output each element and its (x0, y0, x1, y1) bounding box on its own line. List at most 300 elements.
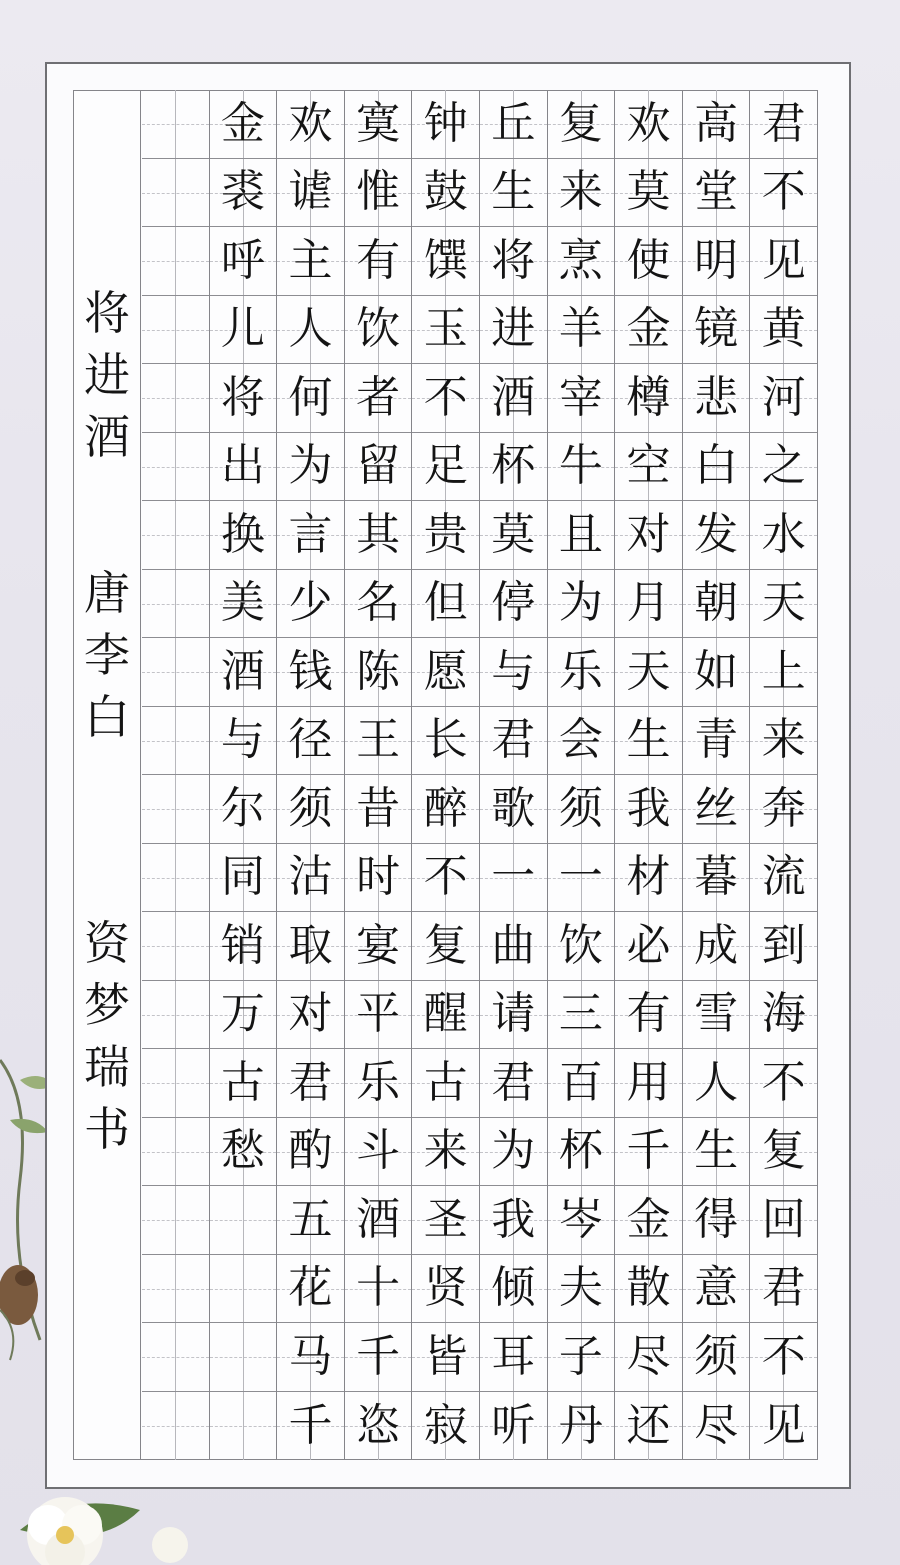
poem-char: 足 (423, 440, 468, 492)
grid-cell (480, 296, 547, 365)
poem-char: 一 (558, 851, 603, 903)
poem-char: 千 (288, 1399, 333, 1451)
grid-cell (480, 1049, 547, 1118)
grid-cell (683, 364, 750, 433)
poem-char: 出 (220, 440, 265, 492)
grid-cell (683, 638, 750, 707)
poem-char: 金 (626, 1193, 671, 1245)
poem-char: 千 (356, 1330, 401, 1382)
grid-cell (480, 159, 547, 228)
grid-cell (548, 501, 615, 570)
grid-cell (750, 912, 817, 981)
poem-char: 十 (356, 1262, 401, 1314)
grid-cell (345, 90, 412, 159)
grid-cell (615, 227, 682, 296)
poem-char: 馔 (423, 234, 468, 286)
grid-cell (615, 981, 682, 1050)
poem-char: 朝 (694, 577, 739, 629)
poem-char: 呼 (220, 234, 265, 286)
grid-cell (277, 1255, 344, 1324)
grid-cell (412, 159, 479, 228)
poem-char: 复 (423, 919, 468, 971)
poem-char: 乐 (356, 1056, 401, 1108)
grid-cell (210, 90, 277, 159)
grid-cell (142, 1392, 209, 1461)
poem-char: 留 (356, 440, 401, 492)
poem-char: 百 (558, 1056, 603, 1108)
poem-char: 美 (220, 577, 265, 629)
poem-char: 有 (356, 234, 401, 286)
grid-cell (480, 433, 547, 502)
grid-cell (142, 912, 209, 981)
poem-char: 岑 (558, 1193, 603, 1245)
poem-char: 杯 (558, 1125, 603, 1177)
grid-cell (683, 981, 750, 1050)
poem-char: 倾 (491, 1262, 536, 1314)
grid-cell (210, 227, 277, 296)
grid-cell (683, 296, 750, 365)
grid-cell (750, 364, 817, 433)
poem-char: 宴 (356, 919, 401, 971)
poem-char: 五 (288, 1193, 333, 1245)
grid-cell (480, 1392, 547, 1461)
grid-cell (412, 501, 479, 570)
poem-char: 花 (288, 1262, 333, 1314)
poem-char: 万 (220, 988, 265, 1040)
poem-char: 发 (694, 508, 739, 560)
grid-cell (210, 981, 277, 1050)
poem-char: 杯 (491, 440, 536, 492)
poem-char: 销 (220, 919, 265, 971)
grid-cell (345, 1255, 412, 1324)
grid-cell (548, 981, 615, 1050)
poem-char: 皆 (423, 1330, 468, 1382)
poem-char: 黄 (761, 303, 806, 355)
grid-cell (683, 159, 750, 228)
poem-char: 用 (626, 1056, 671, 1108)
poem-char: 不 (423, 851, 468, 903)
author-char: 唐 (84, 566, 130, 620)
grid-cell (480, 364, 547, 433)
grid-cell (345, 159, 412, 228)
grid-cell (683, 844, 750, 913)
grid-cell (345, 981, 412, 1050)
poem-char: 不 (761, 1056, 806, 1108)
poem-char: 名 (356, 577, 401, 629)
grid-cell (750, 981, 817, 1050)
poem-char: 天 (761, 577, 806, 629)
poem-char: 君 (761, 97, 806, 149)
poem-char: 陈 (356, 645, 401, 697)
poem-char: 君 (761, 1262, 806, 1314)
poem-char: 堂 (694, 166, 739, 218)
grid-cell (480, 775, 547, 844)
poem-char: 君 (491, 714, 536, 766)
poem-char: 人 (694, 1056, 739, 1108)
grid-cell (210, 433, 277, 502)
poem-char: 散 (626, 1262, 671, 1314)
grid-cell (345, 501, 412, 570)
poem-char: 停 (491, 577, 536, 629)
poem-char: 儿 (220, 303, 265, 355)
grid-cell (750, 1186, 817, 1255)
grid-cell (750, 227, 817, 296)
poem-char: 者 (356, 371, 401, 423)
grid-cell (615, 1255, 682, 1324)
grid-cell (480, 638, 547, 707)
grid-cell (548, 159, 615, 228)
grid-cell (548, 90, 615, 159)
poem-char: 河 (761, 371, 806, 423)
grid-cell (750, 638, 817, 707)
grid-cell (683, 1392, 750, 1461)
grid-cell (412, 1049, 479, 1118)
title-column (73, 90, 141, 1460)
grid-cell (345, 1049, 412, 1118)
poem-char: 与 (491, 645, 536, 697)
grid-cell (548, 1255, 615, 1324)
grid-cell (412, 1186, 479, 1255)
grid-cell (548, 1392, 615, 1461)
poem-char: 君 (491, 1056, 536, 1108)
poem-char: 明 (694, 234, 739, 286)
grid-cell (548, 707, 615, 776)
poem-char: 乐 (558, 645, 603, 697)
grid-cell (142, 1323, 209, 1392)
poem-char: 不 (423, 371, 468, 423)
grid-cell (345, 364, 412, 433)
poem-char: 来 (423, 1125, 468, 1177)
grid-cell (750, 1118, 817, 1187)
grid-cell (277, 1049, 344, 1118)
grid-cell (548, 775, 615, 844)
grid-cell (345, 707, 412, 776)
poem-char: 见 (761, 234, 806, 286)
grid-cell (615, 1392, 682, 1461)
author-char: 白 (84, 690, 130, 744)
poem-char: 羊 (558, 303, 603, 355)
poem-char: 惟 (356, 166, 401, 218)
grid-cell (210, 844, 277, 913)
grid-cell (480, 227, 547, 296)
poem-char: 醒 (423, 988, 468, 1040)
poem-char: 径 (288, 714, 333, 766)
grid-cell (142, 501, 209, 570)
poem-char: 但 (423, 577, 468, 629)
grid-cell (615, 775, 682, 844)
grid-cell (345, 433, 412, 502)
grid-cell (277, 1118, 344, 1187)
grid-cell (345, 1323, 412, 1392)
poem-char: 我 (491, 1193, 536, 1245)
poem-char: 莫 (491, 508, 536, 560)
poem-char: 时 (356, 851, 401, 903)
poem-char: 回 (761, 1193, 806, 1245)
grid-cell (412, 1118, 479, 1187)
grid-cell (210, 1049, 277, 1118)
poem-char: 言 (288, 508, 333, 560)
poem-char: 不 (761, 1330, 806, 1382)
grid-cell (683, 775, 750, 844)
grid-cell (412, 570, 479, 639)
grid-cell (277, 912, 344, 981)
grid-cell (142, 844, 209, 913)
grid-cell (412, 1255, 479, 1324)
poem-char: 愁 (220, 1125, 265, 1177)
poem-char: 复 (761, 1125, 806, 1177)
poem-char: 古 (220, 1056, 265, 1108)
grid-cell (480, 501, 547, 570)
poem-char: 古 (423, 1056, 468, 1108)
grid-cell (750, 1323, 817, 1392)
grid-cell (142, 1186, 209, 1255)
poem-char: 鼓 (423, 166, 468, 218)
signature-char: 瑞 (84, 1040, 130, 1094)
grid-cell (277, 433, 344, 502)
signature-char: 书 (84, 1102, 130, 1156)
poem-char: 得 (694, 1193, 739, 1245)
grid-cell (277, 707, 344, 776)
grid-cell (615, 1323, 682, 1392)
text-column (142, 90, 210, 1460)
grid-cell (750, 570, 817, 639)
title-char: 将 (84, 286, 130, 340)
poem-char: 贤 (423, 1262, 468, 1314)
grid-cell (615, 296, 682, 365)
grid-cell (750, 844, 817, 913)
grid-cell (480, 844, 547, 913)
text-column (277, 90, 345, 1460)
poem-char: 欢 (288, 97, 333, 149)
poem-char: 如 (694, 645, 739, 697)
poem-char: 丹 (558, 1399, 603, 1451)
author-char: 李 (84, 628, 130, 682)
grid-cell (142, 227, 209, 296)
poem-char: 尽 (626, 1330, 671, 1382)
poem-char: 对 (288, 988, 333, 1040)
poem-char: 其 (356, 508, 401, 560)
poem-char: 平 (356, 988, 401, 1040)
poem-char: 谑 (288, 166, 333, 218)
grid-cell (683, 1118, 750, 1187)
poem-char: 丘 (491, 97, 536, 149)
grid-cell (548, 433, 615, 502)
grid-cell (615, 638, 682, 707)
poem-char: 意 (694, 1262, 739, 1314)
grid-cell (615, 501, 682, 570)
grid-cell (277, 1323, 344, 1392)
grid-cell (210, 1323, 277, 1392)
text-column (750, 90, 818, 1460)
poem-title (73, 286, 141, 476)
grid-cell (548, 227, 615, 296)
grid-cell (210, 1392, 277, 1461)
grid-cell (142, 775, 209, 844)
grid-cell (615, 707, 682, 776)
grid-cell (210, 775, 277, 844)
poem-char: 同 (220, 851, 265, 903)
grid-cell (142, 433, 209, 502)
grid-cell (345, 775, 412, 844)
poem-char: 须 (558, 782, 603, 834)
poem-char: 来 (558, 166, 603, 218)
grid-cell (683, 707, 750, 776)
poem-char: 昔 (356, 782, 401, 834)
poem-char: 君 (288, 1056, 333, 1108)
poem-char: 听 (491, 1399, 536, 1451)
poem-char: 生 (694, 1125, 739, 1177)
poem-char: 贵 (423, 508, 468, 560)
grid-cell (683, 1323, 750, 1392)
grid-cell (345, 227, 412, 296)
grid-cell (277, 638, 344, 707)
grid-cell (345, 638, 412, 707)
poem-char: 有 (626, 988, 671, 1040)
grid-cell (548, 364, 615, 433)
grid-cell (210, 296, 277, 365)
grid-cell (683, 570, 750, 639)
poem-char: 愿 (423, 645, 468, 697)
poem-char: 主 (288, 234, 333, 286)
poem-char: 长 (423, 714, 468, 766)
grid-cell (615, 90, 682, 159)
poem-char: 为 (288, 440, 333, 492)
grid-cell (480, 981, 547, 1050)
poem-char: 酌 (288, 1125, 333, 1177)
poem-char: 三 (558, 988, 603, 1040)
poem-char: 不 (761, 166, 806, 218)
poem-char: 进 (491, 303, 536, 355)
grid-cell (683, 433, 750, 502)
poem-char: 莫 (626, 166, 671, 218)
poem-char: 将 (491, 234, 536, 286)
grid-cell (683, 1186, 750, 1255)
grid-cell (277, 1186, 344, 1255)
text-column (210, 90, 278, 1460)
grid-cell (615, 159, 682, 228)
poem-char: 欢 (626, 97, 671, 149)
poem-char: 金 (220, 97, 265, 149)
poem-char: 且 (558, 508, 603, 560)
grid-cell (277, 159, 344, 228)
title-char: 酒 (84, 410, 130, 464)
grid-cell (750, 159, 817, 228)
grid-cell (750, 1049, 817, 1118)
grid-cell (142, 981, 209, 1050)
poem-char: 宰 (558, 371, 603, 423)
poem-char: 为 (491, 1125, 536, 1177)
grid-cell (750, 501, 817, 570)
grid-cell (412, 775, 479, 844)
poem-char: 子 (558, 1330, 603, 1382)
grid-cell (277, 844, 344, 913)
poem-char: 何 (288, 371, 333, 423)
poem-char: 来 (761, 714, 806, 766)
poem-char: 丝 (694, 782, 739, 834)
grid-cell (750, 296, 817, 365)
grid-cell (548, 638, 615, 707)
poem-char: 饮 (356, 303, 401, 355)
poem-char: 酒 (220, 645, 265, 697)
grid-cell (142, 1255, 209, 1324)
grid-cell (277, 90, 344, 159)
grid-cell (548, 1049, 615, 1118)
grid-cell (750, 1255, 817, 1324)
poem-char: 为 (558, 577, 603, 629)
grid-cell (210, 707, 277, 776)
grid-cell (345, 570, 412, 639)
grid-cell (277, 1392, 344, 1461)
grid-cell (412, 433, 479, 502)
title-char: 进 (84, 348, 130, 402)
grid-cell (345, 296, 412, 365)
poem-char: 尔 (220, 782, 265, 834)
text-column (345, 90, 413, 1460)
grid-cell (277, 981, 344, 1050)
poem-char: 对 (626, 508, 671, 560)
signature-char: 资 (84, 916, 130, 970)
grid-cell (142, 159, 209, 228)
grid-cell (683, 1255, 750, 1324)
poem-char: 玉 (423, 303, 468, 355)
poem-char: 寞 (356, 97, 401, 149)
grid-cell (750, 90, 817, 159)
poem-char: 生 (626, 714, 671, 766)
grid-cell (683, 912, 750, 981)
poem-char: 水 (761, 508, 806, 560)
poem-char: 生 (491, 166, 536, 218)
poem-char: 海 (761, 988, 806, 1040)
grid-cell (480, 912, 547, 981)
grid-cell (750, 433, 817, 502)
text-column (412, 90, 480, 1460)
grid-cell (277, 296, 344, 365)
grid-cell (345, 1118, 412, 1187)
grid-cell (615, 433, 682, 502)
poem-char: 青 (694, 714, 739, 766)
grid-cell (615, 844, 682, 913)
poem-char: 钱 (288, 645, 333, 697)
grid-cell (142, 364, 209, 433)
grid-cell (480, 90, 547, 159)
poem-char: 一 (491, 851, 536, 903)
poem-char: 复 (558, 97, 603, 149)
poem-char: 裘 (220, 166, 265, 218)
poem-char: 雪 (694, 988, 739, 1040)
poem-char: 换 (220, 508, 265, 560)
poem-char: 将 (220, 371, 265, 423)
grid-cell (683, 501, 750, 570)
grid-cell (412, 1392, 479, 1461)
grid-cell (480, 570, 547, 639)
poem-char: 沽 (288, 851, 333, 903)
grid-cell (412, 364, 479, 433)
grid-cell (210, 912, 277, 981)
poem-char: 成 (694, 919, 739, 971)
poem-char: 马 (288, 1330, 333, 1382)
grid-cell (210, 364, 277, 433)
poem-char: 还 (626, 1399, 671, 1451)
poem-char: 到 (761, 919, 806, 971)
grid-cell (142, 638, 209, 707)
grid-cell (548, 570, 615, 639)
poem-char: 尽 (694, 1399, 739, 1451)
grid-cell (615, 912, 682, 981)
grid-cell (142, 570, 209, 639)
poem-char: 取 (288, 919, 333, 971)
grid-cell (345, 1186, 412, 1255)
poem-char: 斗 (356, 1125, 401, 1177)
